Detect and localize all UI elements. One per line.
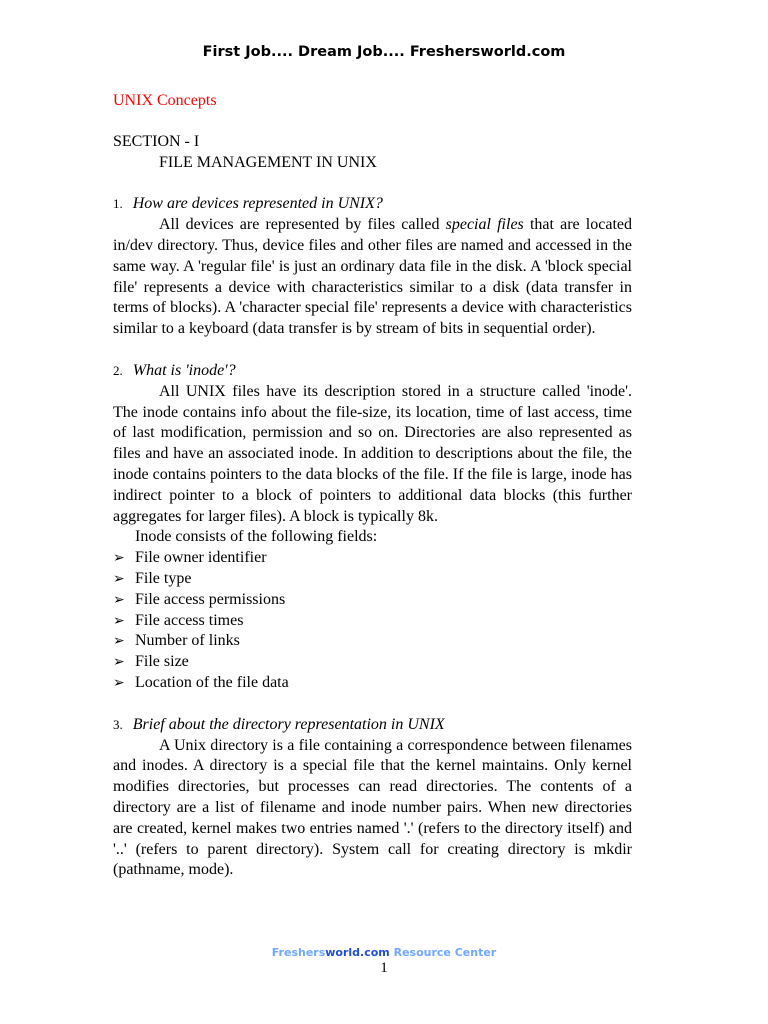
question-2-number: 2. xyxy=(113,362,123,378)
arrow-bullet-icon: ➢ xyxy=(113,674,125,691)
topic-title: UNIX Concepts xyxy=(113,92,217,109)
arrow-bullet-icon: ➢ xyxy=(113,633,125,650)
inode-field-list xyxy=(113,548,632,694)
question-1-answer: All devices are represented by files called special files that are located in/dev directory. Thus, device files and other files are named and accessed in the same way. A 'regular file' is just an ordinary data file in the disk. A 'block special file' represents a device with characteristics similar to a disk (data transfer in terms of blocks). A 'character special file' represents a device with characteristics similar to a keyboard (data transfer is by stream of bits in sequential order). xyxy=(113,216,633,338)
inode-fields-intro: Inode consists of the following fields: xyxy=(135,528,378,546)
list-item: ➢ File owner identifier xyxy=(113,548,632,569)
arrow-bullet-icon: ➢ xyxy=(113,591,125,608)
list-item: ➢ File access permissions xyxy=(113,590,632,611)
question-3-answer: A Unix directory is a file containing a correspondence between filenames and inodes. A directory is a special file that the kernel maintains. Only kernel modifies directories, but processes can read directories. The contents of a directory are a list of filename and inode number pairs. When new directories are created, kernel makes two entries named '.' (refers to the directory itself) and '..' (refers to parent directory). System call for creating directory is mkdir (pathname, mode). xyxy=(113,736,632,879)
arrow-bullet-icon: ➢ xyxy=(113,654,125,671)
question-3-title: Brief about the directory representation in UNIX xyxy=(132,715,445,733)
question-2-answer: All UNIX files have its description stored in a structure called 'inode'. The inode contains info about the file-size, its location, time of last access, time of last modification, permission and so on. Directories are also represented as files and have an associated inode. In addition to descriptions about the file, the inode contains pointers to the data blocks of the file. If the file is large, inode has indirect pointer to a block of pointers to additional data blocks (this further aggregates for larger files). A block is typically 8k. xyxy=(113,382,632,525)
page-footer: Freshersworld.com Resource Center xyxy=(271,946,497,959)
page-number: 1 xyxy=(380,960,388,976)
arrow-bullet-icon: ➢ xyxy=(113,612,125,629)
question-3-heading xyxy=(113,715,632,736)
list-item: ➢ File type xyxy=(113,569,632,590)
question-2-heading xyxy=(113,361,632,382)
page-header: First Job.... Dream Job.... Freshersworld.com xyxy=(202,44,566,60)
document-body xyxy=(113,91,632,881)
question-1-title: How are devices represented in UNIX? xyxy=(132,195,383,213)
list-item: ➢ Location of the file data xyxy=(113,673,632,694)
question-2-title: What is 'inode'? xyxy=(132,361,236,379)
question-1-number: 1. xyxy=(113,196,123,212)
list-item: ➢ File size xyxy=(113,652,632,673)
question-1-heading xyxy=(113,194,632,215)
special-files-term: special files xyxy=(445,216,524,234)
question-3-number: 3. xyxy=(113,716,123,732)
section-label: SECTION - I xyxy=(113,132,200,150)
arrow-bullet-icon: ➢ xyxy=(113,570,125,587)
list-item: ➢ File access times xyxy=(113,611,632,632)
list-item: ➢ Number of links xyxy=(113,631,632,652)
section-title: FILE MANAGEMENT IN UNIX xyxy=(159,153,377,171)
arrow-bullet-icon: ➢ xyxy=(113,550,125,567)
